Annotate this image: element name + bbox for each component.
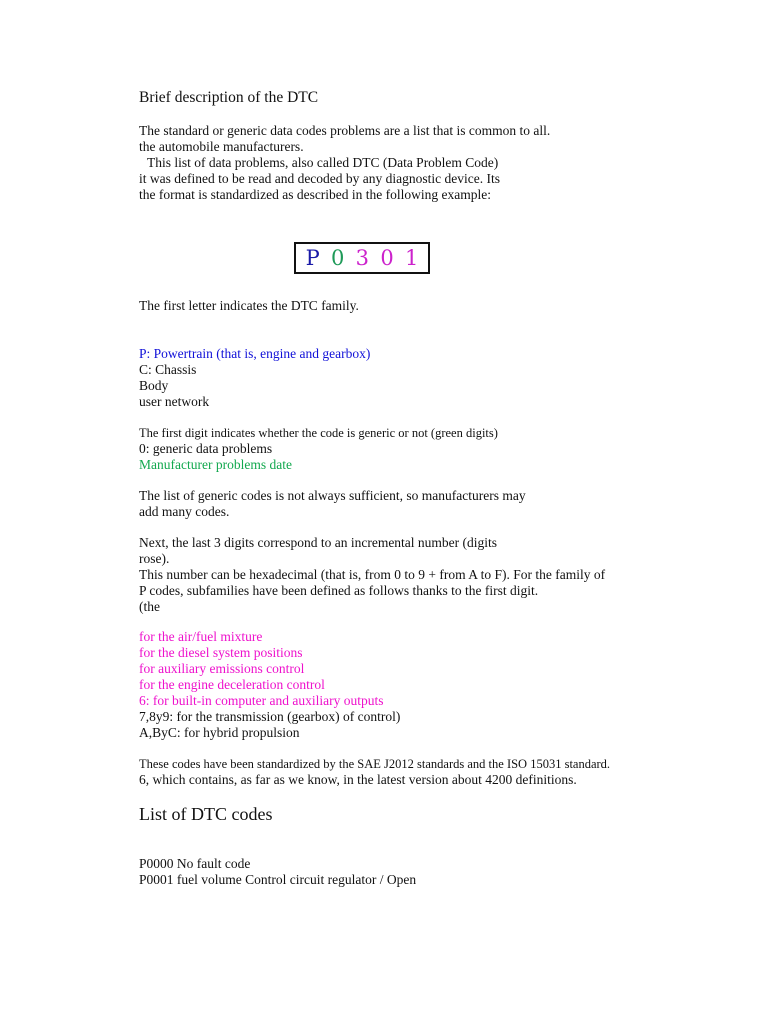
next-digits-line-3: This number can be hexadecimal (that is, from 0 to 9 + from A to F). For the family of [139, 567, 606, 582]
subfamily-diesel: for the diesel system positions [139, 645, 303, 660]
intro-line-2: the automobile manufacturers. [139, 139, 304, 154]
subfamily-air-fuel: for the air/fuel mixture [139, 629, 263, 644]
intro-line-4: it was defined to be read and decoded by any diagnostic device. Its [139, 171, 500, 186]
code-entry: P0000 No fault code [139, 856, 251, 871]
first-digit-text: The first digit indicates whether the code is generic or not (green digits) [139, 426, 498, 440]
next-digits-line-2: rose). [139, 551, 170, 566]
standards-line-2: 6, which contains, as far as we know, in the latest version about 4200 definitions. [139, 772, 577, 787]
code-char-family: P [305, 246, 320, 270]
family-user-network: user network [139, 394, 210, 409]
manufacturer-digit-text: Manufacturer problems date [139, 457, 292, 472]
next-digits-line-1: Next, the last 3 digits correspond to an incremental number (digits [139, 535, 498, 550]
subfamily-computer-outputs: 6: for built-in computer and auxiliary outputs [139, 693, 384, 708]
subfamily-hybrid: A,ByC: for hybrid propulsion [139, 725, 300, 740]
generic-digit-text: 0: generic data problems [139, 441, 273, 456]
subfamily-transmission: 7,8y9: for the transmission (gearbox) of control) [139, 709, 401, 724]
list-generic-line-1: The list of generic codes is not always sufficient, so manufacturers may [139, 488, 526, 503]
subfamily-deceleration: for the engine deceleration control [139, 677, 325, 692]
dtc-example-code-box [294, 242, 430, 274]
family-body: Body [139, 378, 169, 393]
family-chassis: C: Chassis [139, 362, 197, 377]
intro-line-1: The standard or generic data codes problems are a list that is common to all. [139, 123, 551, 138]
code-char-number-digit: 0 [380, 246, 394, 270]
standards-line-1: These codes have been standardized by the SAE J2012 standards and the ISO 15031 standard. [139, 757, 611, 771]
code-char-generic-digit: 0 [331, 246, 345, 270]
list-generic-line-2: add many codes. [139, 504, 230, 519]
next-digits-line-5: (the [139, 599, 160, 614]
intro-line-5: the format is standardized as described in the following example: [139, 187, 492, 202]
subfamily-aux-emissions: for auxiliary emissions control [139, 661, 305, 676]
heading-brief-description: Brief description of the DTC [139, 89, 319, 106]
heading-list-of-codes: List of DTC codes [139, 804, 273, 824]
intro-line-3: This list of data problems, also called DTC (Data Problem Code) [147, 155, 499, 170]
code-char-subfamily-digit: 3 [355, 246, 370, 270]
code-char-number-digit: 1 [404, 246, 419, 270]
code-entry: P0001 fuel volume Control circuit regulator / Open [139, 872, 417, 887]
first-letter-text: The first letter indicates the DTC family. [139, 298, 359, 313]
next-digits-line-4: P codes, subfamilies have been defined as follows thanks to the first digit. [139, 583, 539, 598]
family-powertrain: P: Powertrain (that is, engine and gearbox) [139, 346, 371, 361]
